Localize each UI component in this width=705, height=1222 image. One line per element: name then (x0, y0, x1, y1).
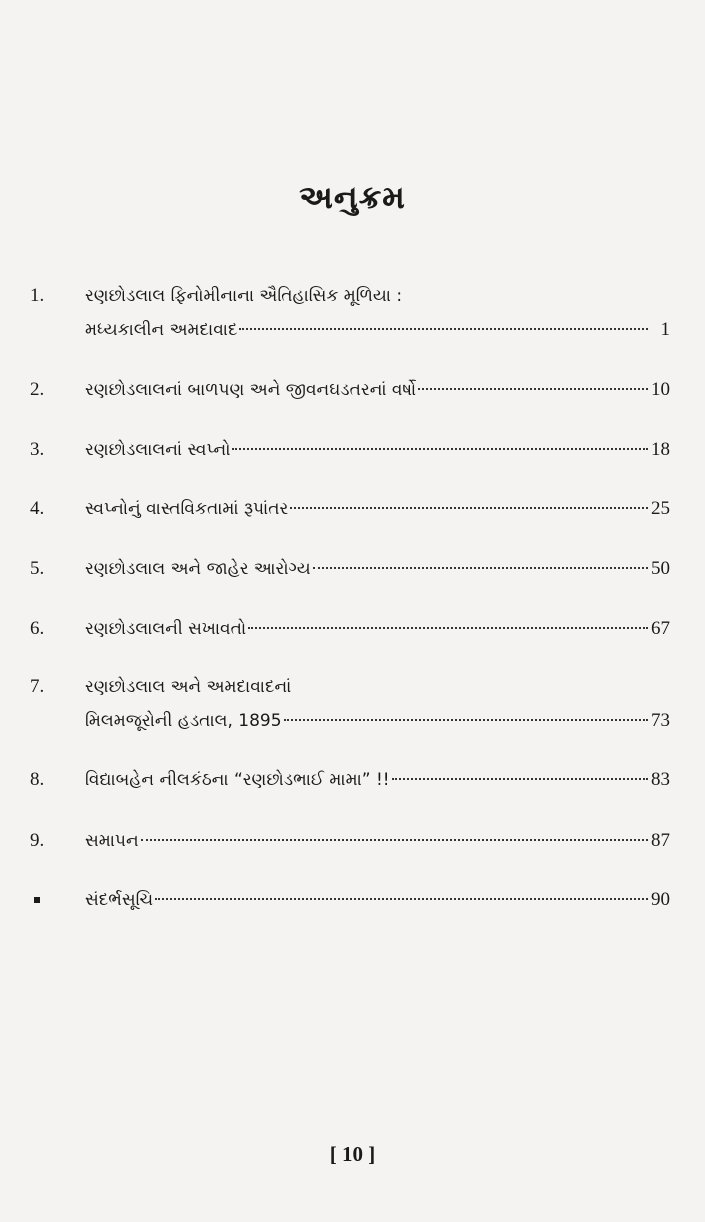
toc-number: 5. (30, 558, 45, 579)
toc-entry-7[interactable] (30, 670, 670, 738)
dot-leader (232, 448, 648, 450)
dot-leader (392, 778, 648, 780)
toc-title-line-1: રણછોડલાલ ફિનોમીનાના ઐતિહાસિક મૂળિયા : (85, 286, 403, 306)
toc-entry-3[interactable] (30, 433, 670, 467)
toc-number: 3. (30, 439, 45, 460)
toc-entry-9[interactable] (30, 824, 670, 858)
dot-leader (418, 388, 648, 390)
footer-page-number: [ 10 ] (329, 1142, 376, 1166)
dot-leader (313, 567, 648, 569)
dot-leader (239, 328, 648, 330)
toc-title: રણછોડલાલનાં બાળપણ અને જીવનઘડતરનાં વર્ષો (85, 380, 417, 400)
toc-page-number: 1 (660, 319, 670, 340)
toc-page-number: 83 (651, 769, 670, 790)
toc-number: 9. (30, 830, 45, 851)
toc-title-line-1: રણછોડલાલ અને અમદાવાદનાં (85, 677, 292, 697)
dot-leader (248, 627, 648, 629)
toc-title: રણછોડલાલની સખાવતો (85, 619, 247, 639)
dot-leader (141, 839, 648, 841)
toc-entry-bibliography[interactable] (30, 883, 670, 917)
toc-page-number: 25 (651, 498, 670, 519)
toc-title: રણછોડલાલ અને જાહેર આરોગ્ય (85, 559, 311, 579)
toc-page-number: 10 (651, 379, 670, 400)
toc-page-number: 50 (651, 558, 670, 579)
toc-page-number: 73 (651, 710, 670, 731)
toc-page-number: 87 (651, 830, 670, 851)
toc-title: સ્વપ્નોનું વાસ્તવિકતામાં રૂપાંતર (85, 499, 289, 519)
toc-title: સંદર્ભસૂચિ (85, 890, 154, 910)
toc-title-line-2: મધ્યકાલીન અમદાવાદ (85, 320, 238, 340)
page-title: અનુક્રમ (299, 178, 406, 216)
bullet-icon (34, 897, 40, 903)
toc-title: સમાપન (85, 831, 139, 851)
toc-number: 1. (30, 285, 45, 306)
toc-entry-5[interactable] (30, 552, 670, 586)
toc-number: 4. (30, 498, 45, 519)
toc-title: રણછોડલાલનાં સ્વપ્નો (85, 440, 231, 460)
dot-leader (155, 898, 648, 900)
toc-entry-6[interactable] (30, 612, 670, 646)
toc-title-line-2: મિલમજૂરોની હડતાલ, 1895 (85, 711, 282, 731)
toc-entry-2[interactable] (30, 373, 670, 407)
toc-entry-1[interactable] (30, 279, 670, 347)
toc-page-number: 18 (651, 439, 670, 460)
toc-title: વિદ્યાબહેન નીલકંઠના “રણછોડભાઈ મામા” !! (85, 770, 390, 790)
toc-page-number: 67 (651, 618, 670, 639)
toc-page-number: 90 (651, 889, 670, 910)
toc-number: 6. (30, 618, 45, 639)
dot-leader (290, 507, 648, 509)
toc-number: 8. (30, 769, 45, 790)
dot-leader (284, 719, 648, 721)
toc-number: 7. (30, 676, 45, 697)
toc-number: 2. (30, 379, 45, 400)
toc-entry-4[interactable] (30, 492, 670, 526)
toc-entry-8[interactable] (30, 763, 670, 797)
